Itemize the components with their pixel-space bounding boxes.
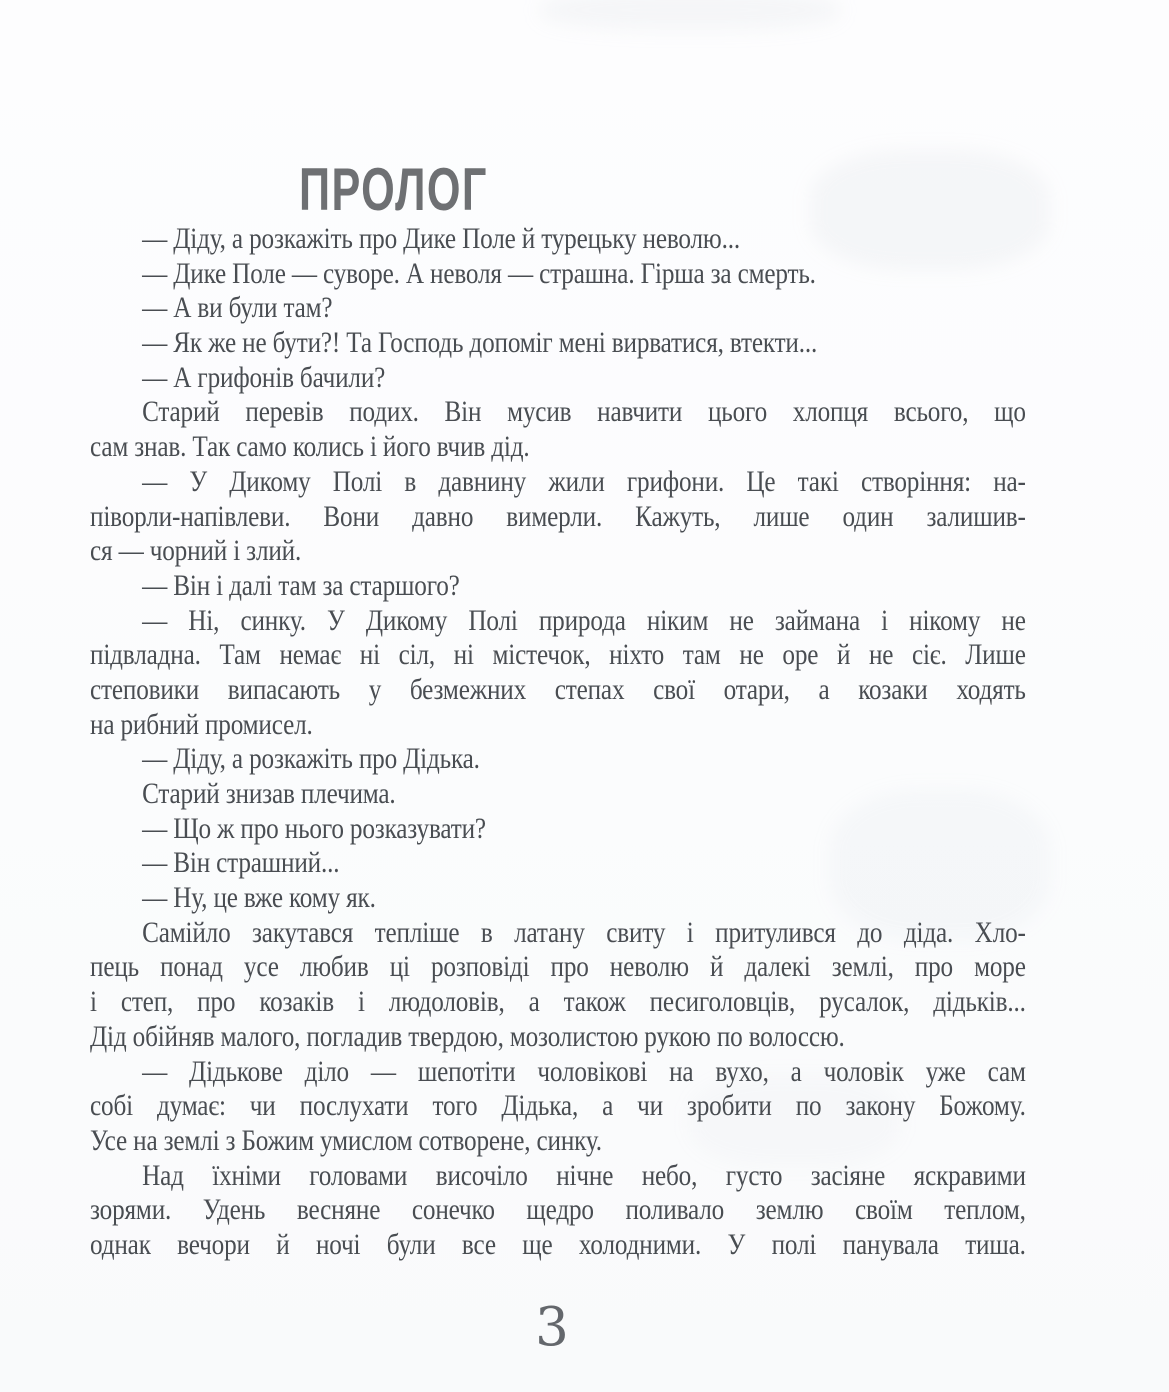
text-line: — Дике Поле — суворе. А неволя — страшна. Гірша за смерть.	[142, 256, 816, 290]
text-line: — У Дикому Полі в давнину жили грифони. Це такі створіння: на-	[142, 464, 1026, 498]
text-line: Дід обійняв малого, погладив твердою, мозолистою рукою по волоссю.	[90, 1019, 845, 1053]
text-line: Самійло закутався тепліше в латану свиту і притулився до діда. Хло-	[142, 915, 1026, 949]
text-line: ся — чорний і злий.	[90, 534, 302, 568]
text-line: однак вечори й ночі були все ще холодними. У полі панувала тиша.	[90, 1227, 1026, 1261]
text-line: сам знав. Так само колись і його вчив дід.	[90, 430, 530, 464]
text-line: — А ви були там?	[142, 291, 333, 325]
text-line: — Ні, синку. У Дикому Полі природа ніким не займана і нікому не	[142, 603, 1026, 637]
text-line: піворли-напівлеви. Вони давно вимерли. Кажуть, лише один залишив-	[90, 499, 1026, 533]
text-line: пець понад усе любив ці розповіді про неволю й далекі землі, про море	[90, 950, 1026, 984]
text-line: і степ, про козаків і людоловів, а також песиголовців, русалок, дідьків...	[90, 985, 1026, 1019]
text-line: — Діду, а розкажіть про Дике Поле й турецьку неволю...	[142, 222, 740, 255]
page-number: 3	[535, 1297, 569, 1358]
chapter-title: ПРОЛОГ	[299, 156, 488, 224]
text-line: зорями. Удень весняне сонечко щедро поливало землю своїм теплом,	[90, 1193, 1026, 1227]
text-line: — Він страшний...	[142, 846, 340, 880]
text-line: — Як же не бути?! Та Господь допоміг мені вирватися, втекти...	[142, 326, 818, 360]
text-line: підвладна. Там немає ні сіл, ні містечок, ніхто там не оре й не сіє. Лише	[90, 638, 1026, 672]
text-line: — Дідькове діло — шепотіти чоловікові на вухо, а чоловік уже сам	[142, 1054, 1026, 1088]
text-line: — Він і далі там за старшого?	[142, 568, 460, 602]
text-line: — Що ж про нього розказувати?	[142, 811, 486, 845]
scan-edge-shadow	[540, 0, 840, 30]
body-text	[90, 222, 1026, 1263]
text-line: Старий знизав плечима.	[142, 777, 396, 810]
text-line: — Ну, це вже кому як.	[142, 881, 376, 915]
text-line: на рибний промисел.	[90, 707, 313, 741]
text-line: Старий перевів подих. Він мусив навчити цього хлопця всього, що	[142, 395, 1026, 429]
text-line: — А грифонів бачили?	[142, 360, 386, 394]
text-line: Над їхніми головами височіло нічне небо, густо засіяне яскравими	[142, 1158, 1026, 1192]
text-line: степовики випасають у безмежних степах свої отари, а козаки ходять	[90, 672, 1026, 706]
text-line: — Діду, а розкажіть про Дідька.	[142, 742, 480, 776]
text-line: Усе на землі з Божим умислом сотворене, синку.	[90, 1123, 602, 1157]
text-line: собі думає: чи послухати того Дідька, а чи зробити по закону Божому.	[90, 1089, 1026, 1123]
